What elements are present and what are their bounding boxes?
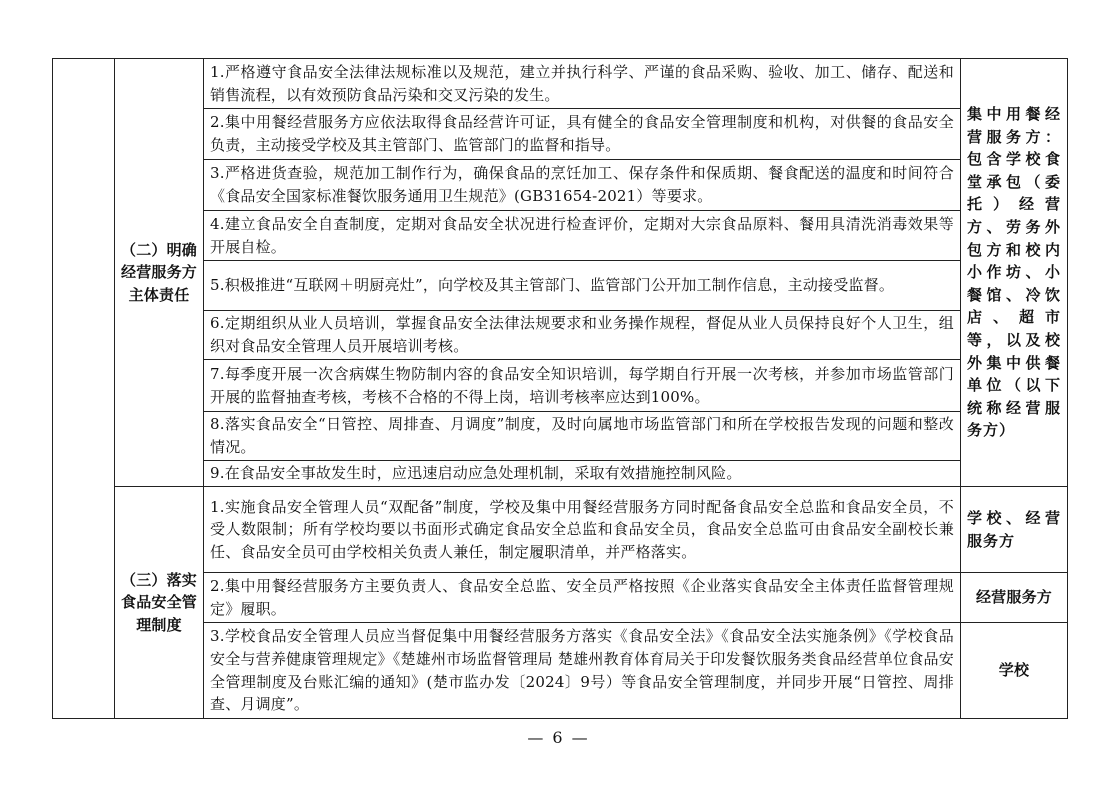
responsibility-table bbox=[52, 58, 1068, 719]
table-row bbox=[53, 461, 1068, 487]
list-item: 2.集中用餐经营服务方主要负责人、食品安全总监、安全员严格按照《企业落实食品安全主体责任监督管理规定》履职。 bbox=[204, 573, 961, 623]
list-item: 1.实施食品安全管理人员“双配备”制度，学校及集中用餐经营服务方同时配备食品安全总监和食品安全员，不受人数限制；所有学校均要以书面形式确定食品安全总监和食品安全员，食品安全总监可由食品安全副校长兼任、食品安全员可由学校相关负责人兼任，制定履职清单，并严格落实。 bbox=[204, 487, 961, 573]
list-item: 3.严格进货查验，规范加工制作行为，确保食品的烹饪加工、保存条件和保质期、餐食配送的温度和时间符合《食品安全国家标准餐饮服务通用卫生规范》(GB31654-2021）等要求。 bbox=[204, 160, 961, 211]
table-row bbox=[53, 261, 1068, 311]
table-row bbox=[53, 211, 1068, 261]
list-item: 7.每季度开展一次含病媒生物防制内容的食品安全知识培训，每学期自行开展一次考核，并参加市场监管部门开展的监督抽查考核，考核不合格的不得上岗，培训考核率应达到100%。 bbox=[204, 360, 961, 412]
table-row bbox=[53, 59, 1068, 109]
blank-column-cell bbox=[53, 59, 115, 719]
section-title-2: （二）明确经营服务方主体责任 bbox=[115, 59, 204, 487]
table-row bbox=[53, 623, 1068, 719]
table-row bbox=[53, 311, 1068, 360]
table-row bbox=[53, 412, 1068, 461]
table-row bbox=[53, 487, 1068, 573]
list-item: 5.积极推进“互联网＋明厨亮灶”，向学校及其主管部门、监管部门公开加工制作信息，主动接受监督。 bbox=[204, 261, 961, 311]
table-row bbox=[53, 573, 1068, 623]
responsible-party: 经营服务方 bbox=[961, 573, 1068, 623]
responsible-party: 学校、经营服务方 bbox=[961, 487, 1068, 573]
list-item: 9.在食品安全事故发生时，应迅速启动应急处理机制，采取有效措施控制风险。 bbox=[204, 461, 961, 487]
list-item: 8.落实食品安全“日管控、周排查、月调度”制度，及时向属地市场监管部门和所在学校报告发现的问题和整改情况。 bbox=[204, 412, 961, 461]
table-row bbox=[53, 109, 1068, 160]
section-title-3: （三）落实食品安全管理制度 bbox=[115, 487, 204, 719]
list-item: 1.严格遵守食品安全法律法规标准以及规范，建立并执行科学、严谨的食品采购、验收、加工、储存、配送和销售流程，以有效预防食品污染和交叉污染的发生。 bbox=[204, 59, 961, 109]
responsible-party: 学校 bbox=[961, 623, 1068, 719]
table-row bbox=[53, 160, 1068, 211]
responsible-party-2: 集中用餐经营服务方：包含学校食堂承包（委托）经营方、劳务外包方和校内小作坊、小餐馆、冷饮店、超市等，以及校外集中供餐单位（以下统称经营服务方） bbox=[961, 59, 1068, 487]
list-item: 4.建立食品安全自查制度，定期对食品安全状况进行检查评价，定期对大宗食品原料、餐用具清洗消毒效果等开展自检。 bbox=[204, 211, 961, 261]
table-row bbox=[53, 360, 1068, 412]
list-item: 3.学校食品安全管理人员应当督促集中用餐经营服务方落实《食品安全法》《食品安全法实施条例》《学校食品安全与营养健康管理规定》《楚雄州市场监督管理局 楚雄州教育体育局关于印发餐饮服务类食品经营单位食品安全管理制度及台账汇编的通知》(楚市监办发〔2024〕9号）等食品安全管理制度，并同步开展“日管控、周排查、月调度”。 bbox=[204, 623, 961, 719]
page-number: — 6 — bbox=[527, 728, 590, 747]
list-item: 2.集中用餐经营服务方应依法取得食品经营许可证，具有健全的食品安全管理制度和机构，对供餐的食品安全负责，主动接受学校及其主管部门、监管部门的监督和指导。 bbox=[204, 109, 961, 160]
list-item: 6.定期组织从业人员培训，掌握食品安全法律法规要求和业务操作规程，督促从业人员保持良好个人卫生，组织对食品安全管理人员开展培训考核。 bbox=[204, 311, 961, 360]
